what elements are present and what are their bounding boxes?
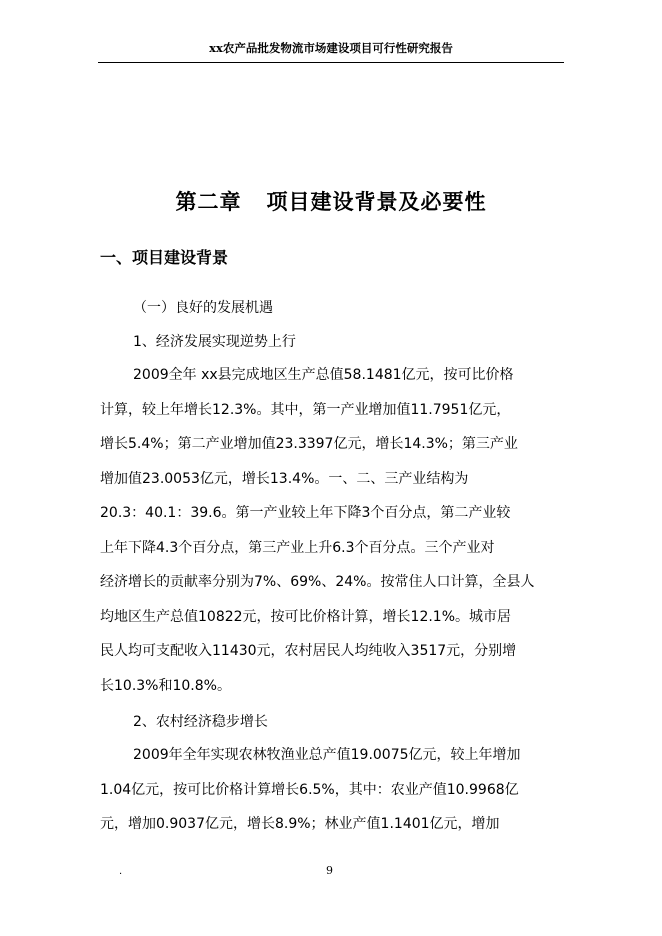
paragraph-line: 2009全年 xx县完成地区生产总值58.1481亿元，按可比价格 — [133, 367, 514, 383]
paragraph-rural — [100, 738, 570, 842]
footer-dot: . — [119, 866, 123, 877]
paragraph-line: 计算，较上年增长12.3%。其中，第一产业增加值11.7951亿元， — [100, 401, 511, 418]
item-heading: 2、农村经济稳步增长 — [133, 714, 268, 730]
header-rule — [98, 62, 564, 63]
paragraph-line: 经济增长的贡献率分别为7%、69%、24%。按常住人口计算，全县人 — [100, 574, 535, 590]
paragraph-line: 长10.3%和10.8%。 — [100, 677, 231, 694]
chapter-title: 第二章 项目建设背景及必要性 — [175, 189, 487, 214]
item-heading: 1、经济发展实现逆势上行 — [133, 334, 296, 350]
paragraph-line: 均地区生产总值10822元，按可比价格计算，增长12.1%。城市居 — [100, 608, 512, 625]
paragraph-line: 上年下降4.3个百分点，第三产业上升6.3个百分点。三个产业对 — [100, 539, 495, 556]
paragraph-line: 2009年全年实现农林牧渔业总产值19.0075亿元，较上年增加 — [133, 747, 521, 763]
paragraph-line: 增长5.4%；第二产业增加值23.3397亿元，增长14.3%；第三产业 — [100, 436, 518, 452]
subsection-title: （一）良好的发展机遇 — [133, 300, 273, 316]
running-header: xx农产品批发物流市场建设项目可行性研究报告 — [209, 41, 453, 55]
paragraph-economy — [100, 358, 570, 703]
paragraph-line: 20.3：40.1：39.6。第一产业较上年下降3个百分点，第二产业较 — [100, 505, 511, 521]
paragraph-line: 增加值23.0053亿元，增长13.4%。一、二、三产业结构为 — [100, 470, 469, 487]
paragraph-line: 民人均可支配收入11430元，农村居民人均纯收入3517元，分别增 — [100, 643, 517, 659]
section-title: 一、项目建设背景 — [100, 248, 229, 267]
paragraph-line: 1.04亿元，按可比价格计算增长6.5%，其中：农业产值10.9968亿 — [100, 781, 519, 798]
paragraph-line: 元，增加0.9037亿元，增长8.9%；林业产值1.1401亿元，增加 — [100, 816, 500, 832]
page-number: 9 — [326, 864, 333, 877]
